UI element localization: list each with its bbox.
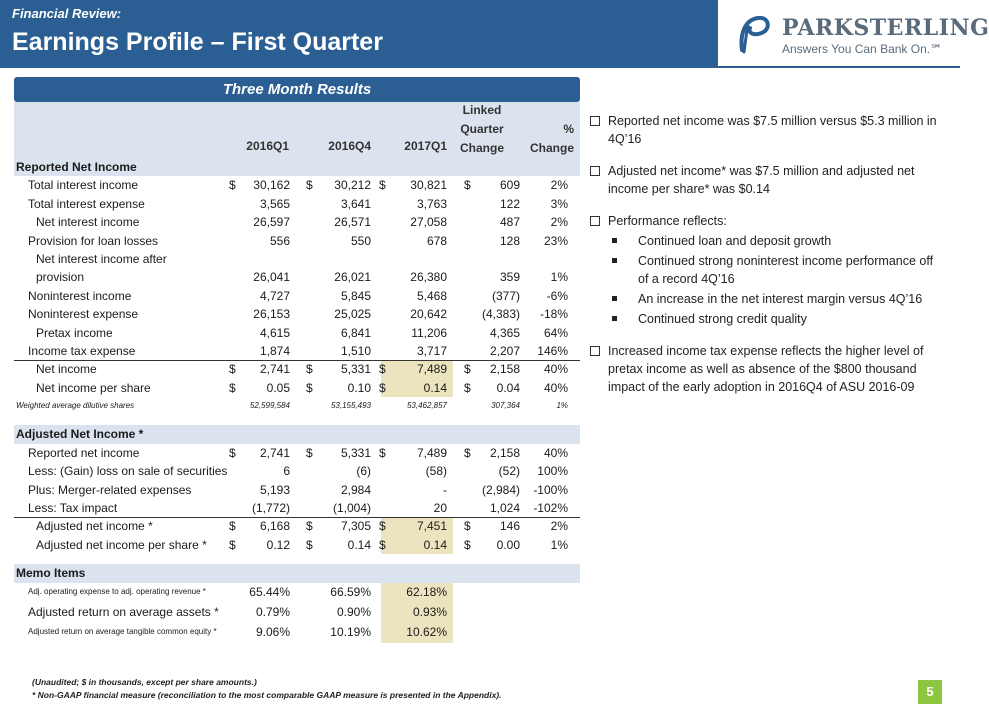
cell-b: 0.90% bbox=[336, 604, 371, 619]
row-label: Plus: Merger-related expenses bbox=[28, 482, 192, 497]
row-label: provision bbox=[36, 270, 85, 285]
sub-bullet-text: An increase in the net interest margin versus 4Q’16 bbox=[638, 292, 923, 306]
logo-name: PARKSTERLING bbox=[782, 15, 989, 41]
cell-c: 3,717 bbox=[416, 343, 447, 358]
cell-d: 0.04 bbox=[496, 380, 520, 395]
dollar-sign: $ bbox=[379, 519, 386, 534]
dollar-sign: $ bbox=[379, 178, 386, 193]
cell-c: 7,489 bbox=[416, 445, 447, 460]
cell-d: 2,158 bbox=[489, 362, 520, 377]
cell-e: 100% bbox=[537, 464, 568, 479]
cell-a: 2,741 bbox=[259, 445, 290, 460]
cell-b: 66.59% bbox=[330, 584, 371, 599]
cell-b: 26,021 bbox=[334, 270, 371, 285]
cell-c: - bbox=[443, 482, 447, 497]
bullet-text: Increased income tax expense reflects the higher level of pretax income as well as absence of the $800 thousand impact of the early adoption in 2016Q4 of ASU 2016-09 bbox=[608, 344, 924, 394]
bullet-item bbox=[590, 212, 945, 230]
dollar-sign: $ bbox=[464, 445, 471, 460]
cell-c: 7,489 bbox=[416, 362, 447, 377]
row-label: Income tax expense bbox=[28, 343, 136, 358]
cell-d: 307,364 bbox=[491, 401, 520, 411]
checkbox-bullet-icon bbox=[590, 166, 600, 176]
cell-c: 30,821 bbox=[410, 178, 447, 193]
cell-d: (52) bbox=[498, 464, 520, 479]
cell-d: 1,024 bbox=[489, 501, 520, 516]
square-bullet-icon bbox=[612, 296, 617, 301]
cell-c: (58) bbox=[425, 464, 447, 479]
square-bullet-icon bbox=[612, 238, 617, 243]
logo-tagline: Answers You Can Bank On.℠ bbox=[782, 42, 943, 56]
cell-e: 2% bbox=[550, 215, 568, 230]
cell-b: 5,845 bbox=[340, 288, 371, 303]
row-label: Less: (Gain) loss on sale of securities bbox=[28, 464, 228, 479]
cell-c: 26,380 bbox=[410, 270, 447, 285]
table-row bbox=[14, 360, 580, 378]
dollar-sign: $ bbox=[379, 445, 386, 460]
section-adjusted bbox=[14, 425, 580, 443]
dollar-sign: $ bbox=[229, 178, 236, 193]
cell-c: 20,642 bbox=[410, 307, 447, 322]
section-memo bbox=[14, 564, 580, 582]
cell-a: 65.44% bbox=[249, 584, 290, 599]
table-row bbox=[14, 250, 580, 268]
cell-a: 26,597 bbox=[253, 215, 290, 230]
table-row bbox=[14, 536, 580, 554]
header-rule bbox=[0, 66, 960, 68]
cell-e: 1% bbox=[550, 270, 568, 285]
dollar-sign: $ bbox=[229, 537, 236, 552]
dollar-sign: $ bbox=[464, 519, 471, 534]
table-row bbox=[14, 287, 580, 305]
cell-c: 5,468 bbox=[416, 288, 447, 303]
cell-d: (377) bbox=[491, 288, 520, 303]
row-spacer bbox=[14, 415, 580, 425]
table-row bbox=[14, 176, 580, 194]
col-pct-line1: % bbox=[563, 122, 574, 136]
row-label: Noninterest expense bbox=[28, 307, 139, 322]
table-row bbox=[14, 268, 580, 286]
dollar-sign: $ bbox=[229, 362, 236, 377]
cell-a: 3,565 bbox=[259, 196, 290, 211]
cell-b: 0.14 bbox=[347, 537, 371, 552]
bullet-text: Performance reflects: bbox=[608, 214, 727, 228]
row-label: Noninterest income bbox=[28, 288, 132, 303]
cell-e: 40% bbox=[543, 362, 568, 377]
row-label: Pretax income bbox=[36, 325, 113, 340]
cell-e: 40% bbox=[543, 445, 568, 460]
cell-c: 0.93% bbox=[412, 604, 447, 619]
row-label: Net income bbox=[36, 362, 97, 377]
cell-b: 7,305 bbox=[340, 519, 371, 534]
cell-d: 122 bbox=[499, 196, 520, 211]
cell-a: 26,153 bbox=[253, 307, 290, 322]
col-2017q1: 2017Q1 bbox=[404, 139, 447, 153]
row-label: Reported net income bbox=[28, 445, 140, 460]
dollar-sign: $ bbox=[379, 380, 386, 395]
cell-a: 2,741 bbox=[259, 362, 290, 377]
cell-e: 1% bbox=[550, 537, 568, 552]
table-row bbox=[14, 499, 580, 517]
bullet-text: Adjusted net income* was $7.5 million and adjusted net income per share* was $0.14 bbox=[608, 164, 915, 196]
square-bullet-icon bbox=[612, 258, 617, 263]
row-label: Net interest income bbox=[36, 215, 140, 230]
cell-d: 2,207 bbox=[489, 343, 520, 358]
cell-d: (4,383) bbox=[481, 307, 520, 322]
cell-a: 6 bbox=[283, 464, 290, 479]
table-row bbox=[14, 462, 580, 480]
bullet-item bbox=[590, 342, 945, 396]
cell-a: 52,599,584 bbox=[249, 401, 290, 411]
company-logo bbox=[730, 10, 989, 60]
checkbox-bullet-icon bbox=[590, 216, 600, 226]
col-lqc-line3: Change bbox=[459, 141, 504, 155]
cell-b: 53,155,493 bbox=[330, 401, 371, 411]
col-lqc-line2: Quarter bbox=[460, 122, 504, 136]
sub-bullet-item bbox=[590, 232, 945, 250]
cell-b: (1,004) bbox=[332, 501, 371, 516]
cell-b: 5,331 bbox=[340, 445, 371, 460]
footnotes bbox=[32, 676, 502, 702]
cell-d: 0.00 bbox=[496, 537, 520, 552]
table-row bbox=[14, 379, 580, 397]
row-label: Adjusted net income per share * bbox=[36, 537, 207, 552]
cell-b: 10.19% bbox=[330, 624, 371, 639]
cell-b: 30,212 bbox=[334, 178, 371, 193]
row-label: Less: Tax impact bbox=[28, 501, 118, 516]
section-label: Reported Net Income bbox=[16, 160, 137, 174]
cell-d: 487 bbox=[499, 215, 520, 230]
cell-c: 27,058 bbox=[410, 215, 447, 230]
cell-e: -6% bbox=[546, 288, 568, 303]
cell-c: 53,462,857 bbox=[406, 401, 447, 411]
cell-b: 6,841 bbox=[340, 325, 371, 340]
cell-a: 5,193 bbox=[259, 482, 290, 497]
cell-c: 62.18% bbox=[406, 584, 447, 599]
bullet-item bbox=[590, 112, 945, 148]
cell-b: 26,571 bbox=[334, 215, 371, 230]
cell-d: 128 bbox=[499, 233, 520, 248]
cell-e: 40% bbox=[543, 380, 568, 395]
footnote-units: (Unaudited; $ in thousands, except per share amounts.) bbox=[32, 677, 257, 687]
table-row bbox=[14, 444, 580, 462]
title-bar bbox=[0, 0, 718, 66]
cell-b: 5,331 bbox=[340, 362, 371, 377]
row-label: Adjusted return on average tangible common equity * bbox=[28, 626, 217, 636]
col-lqc-line1: Linked bbox=[462, 103, 502, 117]
cell-b: 25,025 bbox=[334, 307, 371, 322]
cell-e: -18% bbox=[539, 307, 568, 322]
cell-a: 4,615 bbox=[259, 325, 290, 340]
dollar-sign: $ bbox=[379, 537, 386, 552]
table-row bbox=[14, 324, 580, 342]
checkbox-bullet-icon bbox=[590, 116, 600, 126]
dollar-sign: $ bbox=[229, 380, 236, 395]
cell-d: 2,158 bbox=[489, 445, 520, 460]
row-label: Provision for loan losses bbox=[28, 233, 159, 248]
dollar-sign: $ bbox=[306, 537, 313, 552]
section-reported bbox=[14, 158, 580, 176]
row-label: Total interest expense bbox=[28, 196, 145, 211]
cell-c: 10.62% bbox=[406, 624, 447, 639]
section-label: Adjusted Net Income * bbox=[16, 427, 144, 442]
page-number: 5 bbox=[918, 680, 942, 704]
footnote-nongaap: * Non-GAAP financial measure (reconciliation to the most comparable GAAP measure is presented in the Appendix). bbox=[32, 690, 502, 700]
cell-c: 11,206 bbox=[411, 325, 447, 340]
cell-d: 609 bbox=[499, 178, 520, 193]
logo-mark-icon bbox=[730, 10, 776, 56]
cell-d: (2,984) bbox=[481, 482, 520, 497]
row-label: Total interest income bbox=[28, 178, 139, 193]
cell-c: 0.14 bbox=[423, 537, 447, 552]
row-spacer bbox=[14, 554, 580, 564]
cell-e: -102% bbox=[533, 501, 568, 516]
row-label: Adj. operating expense to adj. operating revenue * bbox=[28, 586, 206, 596]
cell-e: 146% bbox=[537, 343, 568, 358]
dollar-sign: $ bbox=[306, 178, 313, 193]
cell-a: 4,727 bbox=[259, 288, 290, 303]
financial-table bbox=[14, 158, 580, 643]
dollar-sign: $ bbox=[306, 362, 313, 377]
sub-bullet-text: Continued loan and deposit growth bbox=[638, 234, 832, 248]
cell-d: 4,365 bbox=[489, 325, 520, 340]
cell-e: -100% bbox=[533, 482, 568, 497]
dollar-sign: $ bbox=[464, 537, 471, 552]
cell-b: 550 bbox=[350, 233, 371, 248]
cell-e: 2% bbox=[550, 519, 568, 534]
cell-a: 26,041 bbox=[253, 270, 290, 285]
sub-bullet-text: Continued strong credit quality bbox=[638, 312, 807, 326]
square-bullet-icon bbox=[612, 316, 617, 321]
checkbox-bullet-icon bbox=[590, 346, 600, 356]
cell-b: 2,984 bbox=[340, 482, 371, 497]
table-row bbox=[14, 583, 580, 603]
cell-e: 3% bbox=[550, 196, 568, 211]
table-row bbox=[14, 305, 580, 323]
cell-d: 146 bbox=[499, 519, 520, 534]
bullet-text: Reported net income was $7.5 million versus $5.3 million in 4Q’16 bbox=[608, 114, 937, 146]
cell-c: 7,451 bbox=[416, 519, 447, 534]
col-pct-line2: Change bbox=[529, 141, 574, 155]
table-row bbox=[14, 397, 580, 415]
cell-b: 1,510 bbox=[340, 343, 371, 358]
cell-e: 23% bbox=[543, 233, 568, 248]
cell-a: 6,168 bbox=[259, 519, 290, 534]
table-column-header bbox=[14, 102, 580, 158]
cell-a: (1,772) bbox=[251, 501, 290, 516]
cell-e: 64% bbox=[543, 325, 568, 340]
dollar-sign: $ bbox=[229, 519, 236, 534]
col-2016q1: 2016Q1 bbox=[246, 139, 289, 153]
row-label: Net interest income after bbox=[36, 251, 167, 266]
row-label: Weighted average dilutive shares bbox=[16, 401, 135, 411]
cell-a: 1,874 bbox=[259, 343, 290, 358]
sub-bullet-item bbox=[590, 252, 945, 288]
table-row bbox=[14, 623, 580, 643]
slide-kicker: Financial Review: bbox=[12, 6, 122, 21]
dollar-sign: $ bbox=[464, 362, 471, 377]
cell-d: 359 bbox=[499, 270, 520, 285]
row-label: Net income per share bbox=[36, 380, 151, 395]
cell-b: 3,641 bbox=[340, 196, 371, 211]
cell-c: 678 bbox=[426, 233, 447, 248]
cell-c: 3,763 bbox=[416, 196, 447, 211]
cell-b: 0.10 bbox=[347, 380, 371, 395]
table-row bbox=[14, 342, 580, 360]
table-row bbox=[14, 213, 580, 231]
cell-b: (6) bbox=[356, 464, 371, 479]
dollar-sign: $ bbox=[464, 380, 471, 395]
sub-bullet-text: Continued strong noninterest income performance off of a record 4Q’16 bbox=[638, 254, 934, 286]
table-row bbox=[14, 195, 580, 213]
cell-a: 0.05 bbox=[266, 380, 290, 395]
table-row bbox=[14, 481, 580, 499]
cell-a: 30,162 bbox=[253, 178, 290, 193]
cell-a: 0.12 bbox=[266, 537, 290, 552]
dollar-sign: $ bbox=[229, 445, 236, 460]
dollar-sign: $ bbox=[306, 380, 313, 395]
table-banner: Three Month Results bbox=[14, 77, 580, 102]
section-label: Memo Items bbox=[16, 566, 86, 581]
table-row bbox=[14, 603, 580, 623]
cell-e: 1% bbox=[556, 401, 568, 411]
table-row bbox=[14, 517, 580, 535]
dollar-sign: $ bbox=[379, 362, 386, 377]
col-2016q4: 2016Q4 bbox=[328, 139, 371, 153]
cell-a: 0.79% bbox=[255, 604, 290, 619]
sub-bullet-item bbox=[590, 290, 945, 308]
bullet-item bbox=[590, 162, 945, 198]
row-label: Adjusted return on average assets * bbox=[28, 604, 219, 619]
cell-e: 2% bbox=[550, 178, 568, 193]
commentary-bullets bbox=[590, 112, 945, 410]
row-label: Adjusted net income * bbox=[36, 519, 153, 534]
cell-c: 0.14 bbox=[423, 380, 447, 395]
dollar-sign: $ bbox=[306, 445, 313, 460]
dollar-sign: $ bbox=[306, 519, 313, 534]
sub-bullet-item bbox=[590, 310, 945, 328]
cell-c: 20 bbox=[433, 501, 447, 516]
cell-a: 9.06% bbox=[255, 624, 290, 639]
slide-title: Earnings Profile – First Quarter bbox=[12, 28, 383, 56]
dollar-sign: $ bbox=[464, 178, 471, 193]
cell-a: 556 bbox=[269, 233, 290, 248]
table-row bbox=[14, 232, 580, 250]
